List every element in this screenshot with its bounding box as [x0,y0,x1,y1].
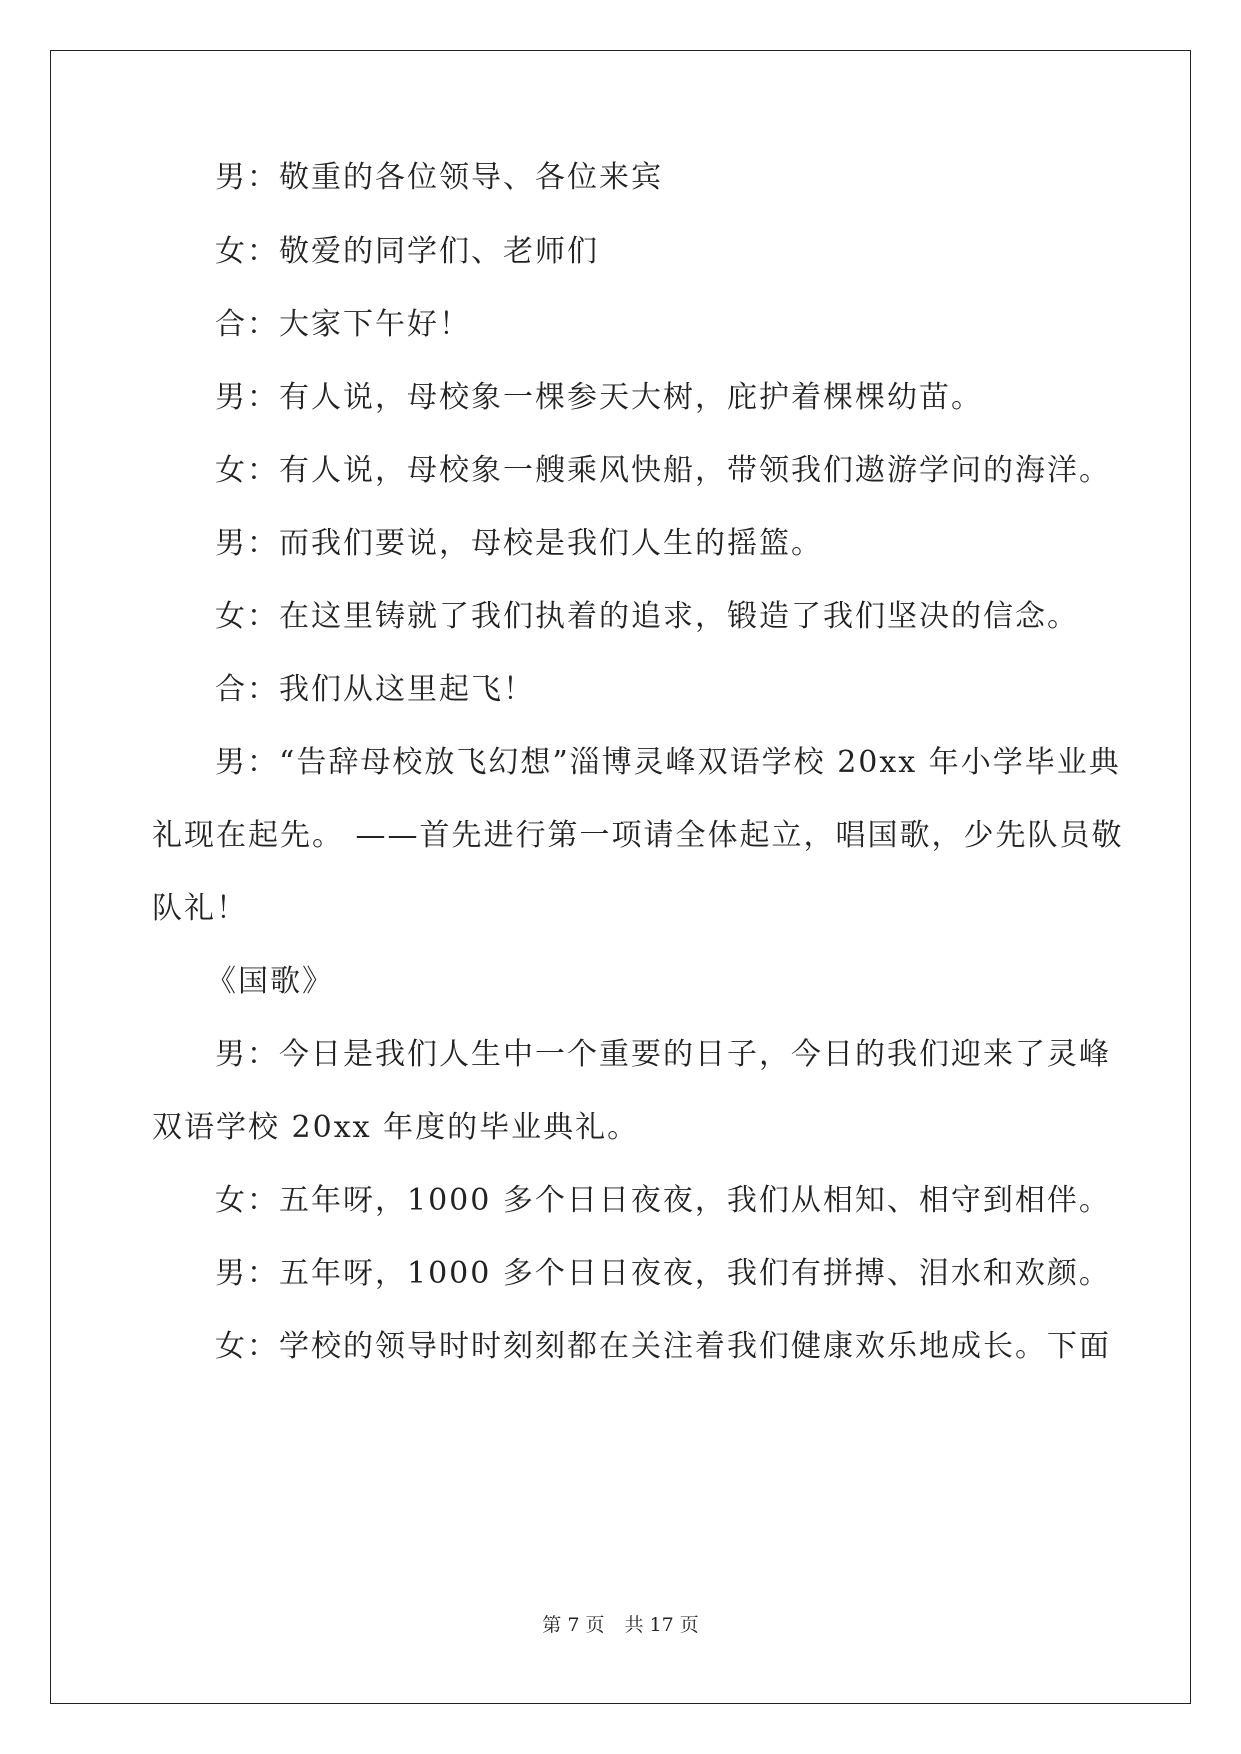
text-line: 男：而我们要说，母校是我们人生的摇篮。 [215,526,823,561]
text-line: 礼现在起先。 ——首先进行第一项请全体起立，唱国歌，少先队员敬 [152,818,1124,853]
text-line: 男：五年呀，1000 多个日日夜夜，我们有拼搏、泪水和欢颜。 [215,1256,1111,1291]
text-line: 男：“告辞母校放飞幻想”淄博灵峰双语学校 20xx 年小学毕业典 [215,745,1121,780]
text-line: 女：学校的领导时时刻刻都在关注着我们健康欢乐地成长。下面 [215,1329,1111,1364]
text-line: 女：在这里铸就了我们执着的追求，锻造了我们坚决的信念。 [215,599,1079,634]
text-line: 男：今日是我们人生中一个重要的日子，今日的我们迎来了灵峰 [215,1037,1111,1072]
text-line: 男：有人说，母校象一棵参天大树，庇护着棵棵幼苗。 [215,380,983,415]
text-line: 合：大家下午好！ [215,307,471,342]
text-line: 女：有人说，母校象一艘乘风快船，带领我们遨游学问的海洋。 [215,453,1111,488]
page-footer [0,1610,1241,1637]
text-line: 队礼！ [152,891,248,926]
text-line: 女：五年呀，1000 多个日日夜夜，我们从相知、相守到相伴。 [215,1183,1111,1218]
text-line: 男：敬重的各位领导、各位来宾 [215,160,663,195]
text-line: 《国歌》 [206,964,334,999]
text-line: 双语学校 20xx 年度的毕业典礼。 [152,1110,640,1145]
page-total: 共 17 页 [624,1614,699,1636]
page-number: 第 7 页 [542,1614,605,1636]
text-line: 女：敬爱的同学们、老师们 [215,234,599,269]
text-line: 合：我们从这里起飞！ [215,672,535,707]
